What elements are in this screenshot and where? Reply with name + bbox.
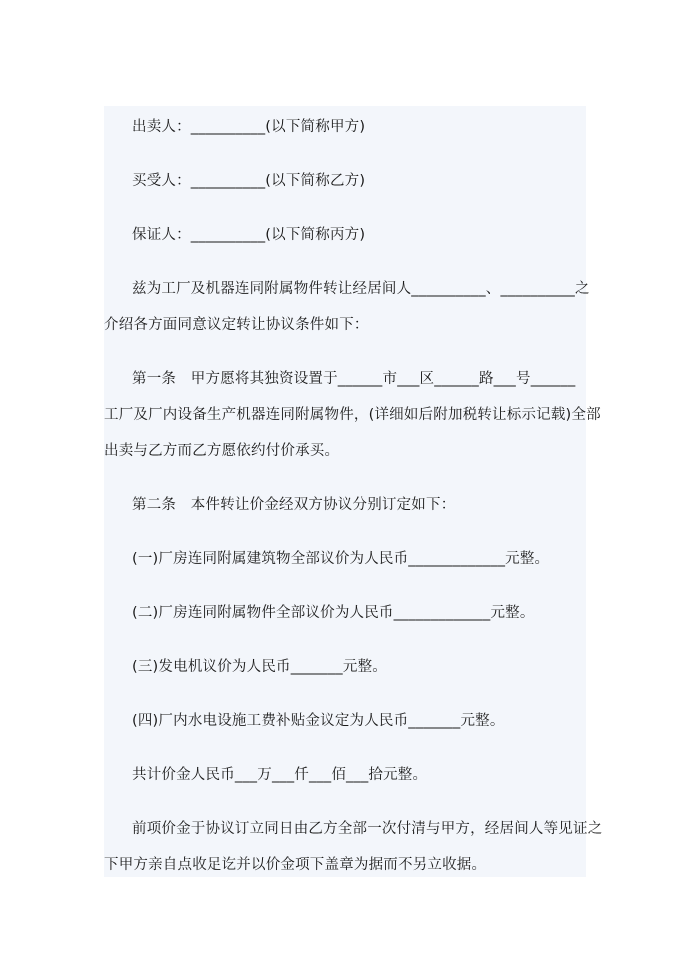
paragraph-total-price bbox=[104, 757, 586, 793]
text-line: 兹为工厂及机器连同附属物件转让经居间人__________、__________之 bbox=[132, 281, 590, 297]
paragraph-buyer-line bbox=[104, 163, 586, 199]
text-line: 工厂及厂内设备生产机器连同附属物件，(详细如后附加税转让标示记载)全部 bbox=[104, 407, 601, 423]
text-line: 第二条 本件转让价金经双方协议分别订定如下： bbox=[132, 497, 456, 513]
text-line: 出卖人：__________(以下简称甲方) bbox=[132, 119, 366, 135]
paragraph-guarantor-line bbox=[104, 217, 586, 253]
paragraph-seller-line bbox=[104, 109, 586, 145]
text-line: (一)厂房连同附属建筑物全部议价为人民币_____________元整。 bbox=[132, 551, 550, 567]
paragraph-article-one bbox=[104, 361, 601, 469]
text-line: (二)厂房连同附属物件全部议价为人民币_____________元整。 bbox=[132, 605, 535, 621]
paragraph-preamble bbox=[104, 271, 590, 343]
text-line: 共计价金人民币___万___仟___佰___拾元整。 bbox=[132, 767, 428, 783]
text-line: 出卖与乙方而乙方愿依约付价承买。 bbox=[104, 443, 340, 459]
text-line: 前项价金于协议订立同日由乙方全部一次付清与甲方，经居间人等见证之 bbox=[132, 821, 603, 837]
document-page bbox=[104, 106, 603, 877]
paragraph-price-item-2 bbox=[104, 595, 586, 631]
text-line: 下甲方亲自点收足讫并以价金项下盖章为据而不另立收据。 bbox=[104, 857, 487, 873]
paragraph-payment-clause bbox=[104, 811, 603, 883]
text-line: 买受人：__________(以下简称乙方) bbox=[132, 173, 366, 189]
paragraph-price-item-4 bbox=[104, 703, 586, 739]
text-line: 保证人：__________(以下简称丙方) bbox=[132, 227, 366, 243]
paragraph-price-item-3 bbox=[104, 649, 586, 685]
text-line: 介绍各方面同意议定转让协议条件如下： bbox=[104, 317, 369, 333]
paragraph-price-item-1 bbox=[104, 541, 586, 577]
text-line: 第一条 甲方愿将其独资设置于______市___区______路___号______ bbox=[132, 371, 576, 387]
text-line: (三)发电机议价为人民币_______元整。 bbox=[132, 659, 387, 675]
paragraph-article-two bbox=[104, 487, 586, 523]
text-line: (四)厂内水电设施工费补贴金议定为人民币_______元整。 bbox=[132, 713, 505, 729]
